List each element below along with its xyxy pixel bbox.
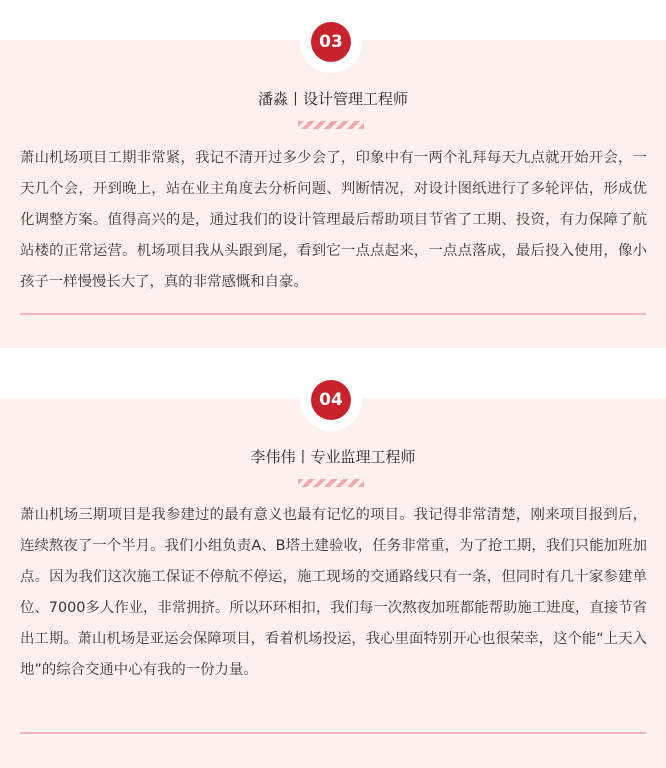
stripe-decoration	[298, 479, 364, 487]
number-badge-ring	[300, 369, 362, 431]
quote-paragraph: 萧山机场项目工期非常紧，我记不清开过多少会了，印象中有一两个礼拜每天九点就开始开会，一天几个会，开到晚上，站在业主角度去分析问题、判断情况，对设计图纸进行了多轮评估，形成优化调整方案。值得高兴的是，通过我们的设计管理最后帮助项目节省了工期、投资，有力保障了航站楼的正常运营。机场项目我从头跟到尾，看到它一点点起来，一点点落成，最后投入使用，像小孩子一样慢慢长大了，真的非常感慨和自豪。	[20, 150, 647, 290]
section-title: 李伟伟丨专业监理工程师	[250, 448, 416, 466]
quote-paragraph: 萧山机场三期项目是我参建过的最有意义也最有记忆的项目。我记得非常清楚，刚来项目报到后，连续熬夜了一个半月。我们小组负责A、B塔土建验收，任务非常重，为了抢工期，我们只能加班加点。因为我们这次施工保证不停航不停运，施工现场的交通路线只有一条，但同时有几十家参建单位、7000多人作业，非常拥挤。所以环环相扣，我们每一次熬夜加班都能帮助施工进度，直接节省出工期。萧山机场是亚运会保障项目，看着机场投运，我心里面特别开心也很荣幸，这个能“上天入地”的综合交通中心有我的一份力量。	[20, 507, 647, 678]
number-badge: 03	[311, 22, 351, 62]
number-badge-ring	[300, 11, 362, 73]
section-title: 潘淼丨设计管理工程师	[257, 90, 408, 108]
section-divider	[20, 732, 646, 734]
stripe-decoration	[298, 121, 364, 129]
section-divider	[20, 313, 646, 315]
number-badge: 04	[311, 380, 351, 420]
